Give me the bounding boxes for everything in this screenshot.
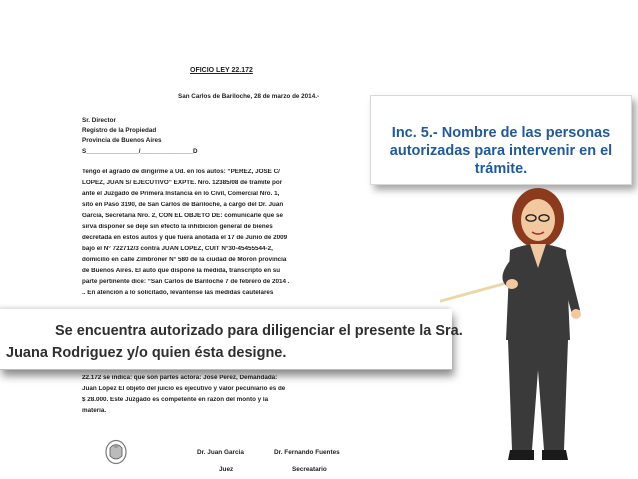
judge-role: Juez	[219, 466, 234, 473]
place-date: San Carlos de Bariloche, 28 de marzo de 2014.-	[178, 93, 320, 100]
body-line: $ 28.000. Éste Juzgado es competente en razón del monto y la	[82, 397, 269, 403]
body-line: domicilio en calle Zimbroner N° 580 de la ciudad de Morón provincia	[82, 257, 287, 263]
pointer-stick	[440, 282, 510, 304]
body-line: .. En atención a lo solicitado, levántense las medidas cautelares	[82, 290, 274, 296]
body-line: sito en Paso 3190, de San Carlos de Bariloche, a cargo del Dr. Juan	[82, 202, 284, 208]
body-line: decretada en estos autos y que fuera anotada el 17 de Junio de 2009	[82, 235, 288, 241]
body-line: Juan López El objeto del juicio es ejecutivo y valor pecuniario es de	[82, 386, 286, 392]
presenter-woman-illustration	[440, 180, 630, 476]
zoom-line-1: Se encuentra autorizado para diligenciar el presente la Sra.	[55, 323, 463, 339]
callout-box	[370, 95, 632, 185]
document-heading: OFICIO LEY 22.172	[190, 67, 253, 74]
body-line: Tengo el agrado de dirigirme a Ud. en los autos: “PEREZ, JOSÉ C/	[82, 169, 280, 175]
recipient-line: Registro de la Propiedad	[82, 127, 157, 134]
recipient-line: Provincia de Buenos Aires	[82, 137, 162, 144]
judge-name: Dr. Juan Garcia	[197, 449, 244, 456]
zoomed-excerpt	[0, 309, 463, 370]
secretary-name: Dr. Fernando Fuentes	[274, 449, 340, 456]
body-line: parte pertinente dice: “San Carlos de Bariloche 7 de febrero de 2014 .	[82, 279, 290, 285]
recipient-line: Sr. Director	[82, 117, 116, 124]
body-line: 22.172 se indica: que son partes actora: José Perez, Demandada:	[82, 375, 278, 381]
body-line: sirva disponer se deje sin efecto la inhibición general de bienes	[82, 224, 273, 230]
body-line: Garcia, Secretaria Nro. 2, CON EL OBJETO DE: comunicarle que se	[82, 213, 283, 219]
zoom-line-2: Juana Rodriguez y/o quien ésta designe.	[6, 345, 287, 361]
recipient-line: S_______________/_______________D	[82, 148, 198, 155]
coat-of-arms-seal-icon	[104, 439, 128, 465]
secretary-role: Secreatario	[292, 466, 327, 473]
body-line: bajo el N° 722712/3 contra JUAN LOPEZ, CUIT N°30-45455544-2,	[82, 246, 273, 252]
body-line: de Buenos Aires. El auto que dispone la medida, transcripto en su	[82, 268, 281, 274]
body-line: LOPEZ, JUAN S/ EJECUTIVO” EXPTE. Nro. 12385/08 de trámite por	[82, 180, 283, 186]
body-line: ante el Juzgado de Primera Instancia en lo Civil, Comercial Nro. 1,	[82, 191, 280, 197]
callout-text: Inc. 5.- Nombre de las personas autorizadas para intervenir en el trámite.	[389, 125, 613, 177]
body-line: materia.	[82, 408, 107, 414]
